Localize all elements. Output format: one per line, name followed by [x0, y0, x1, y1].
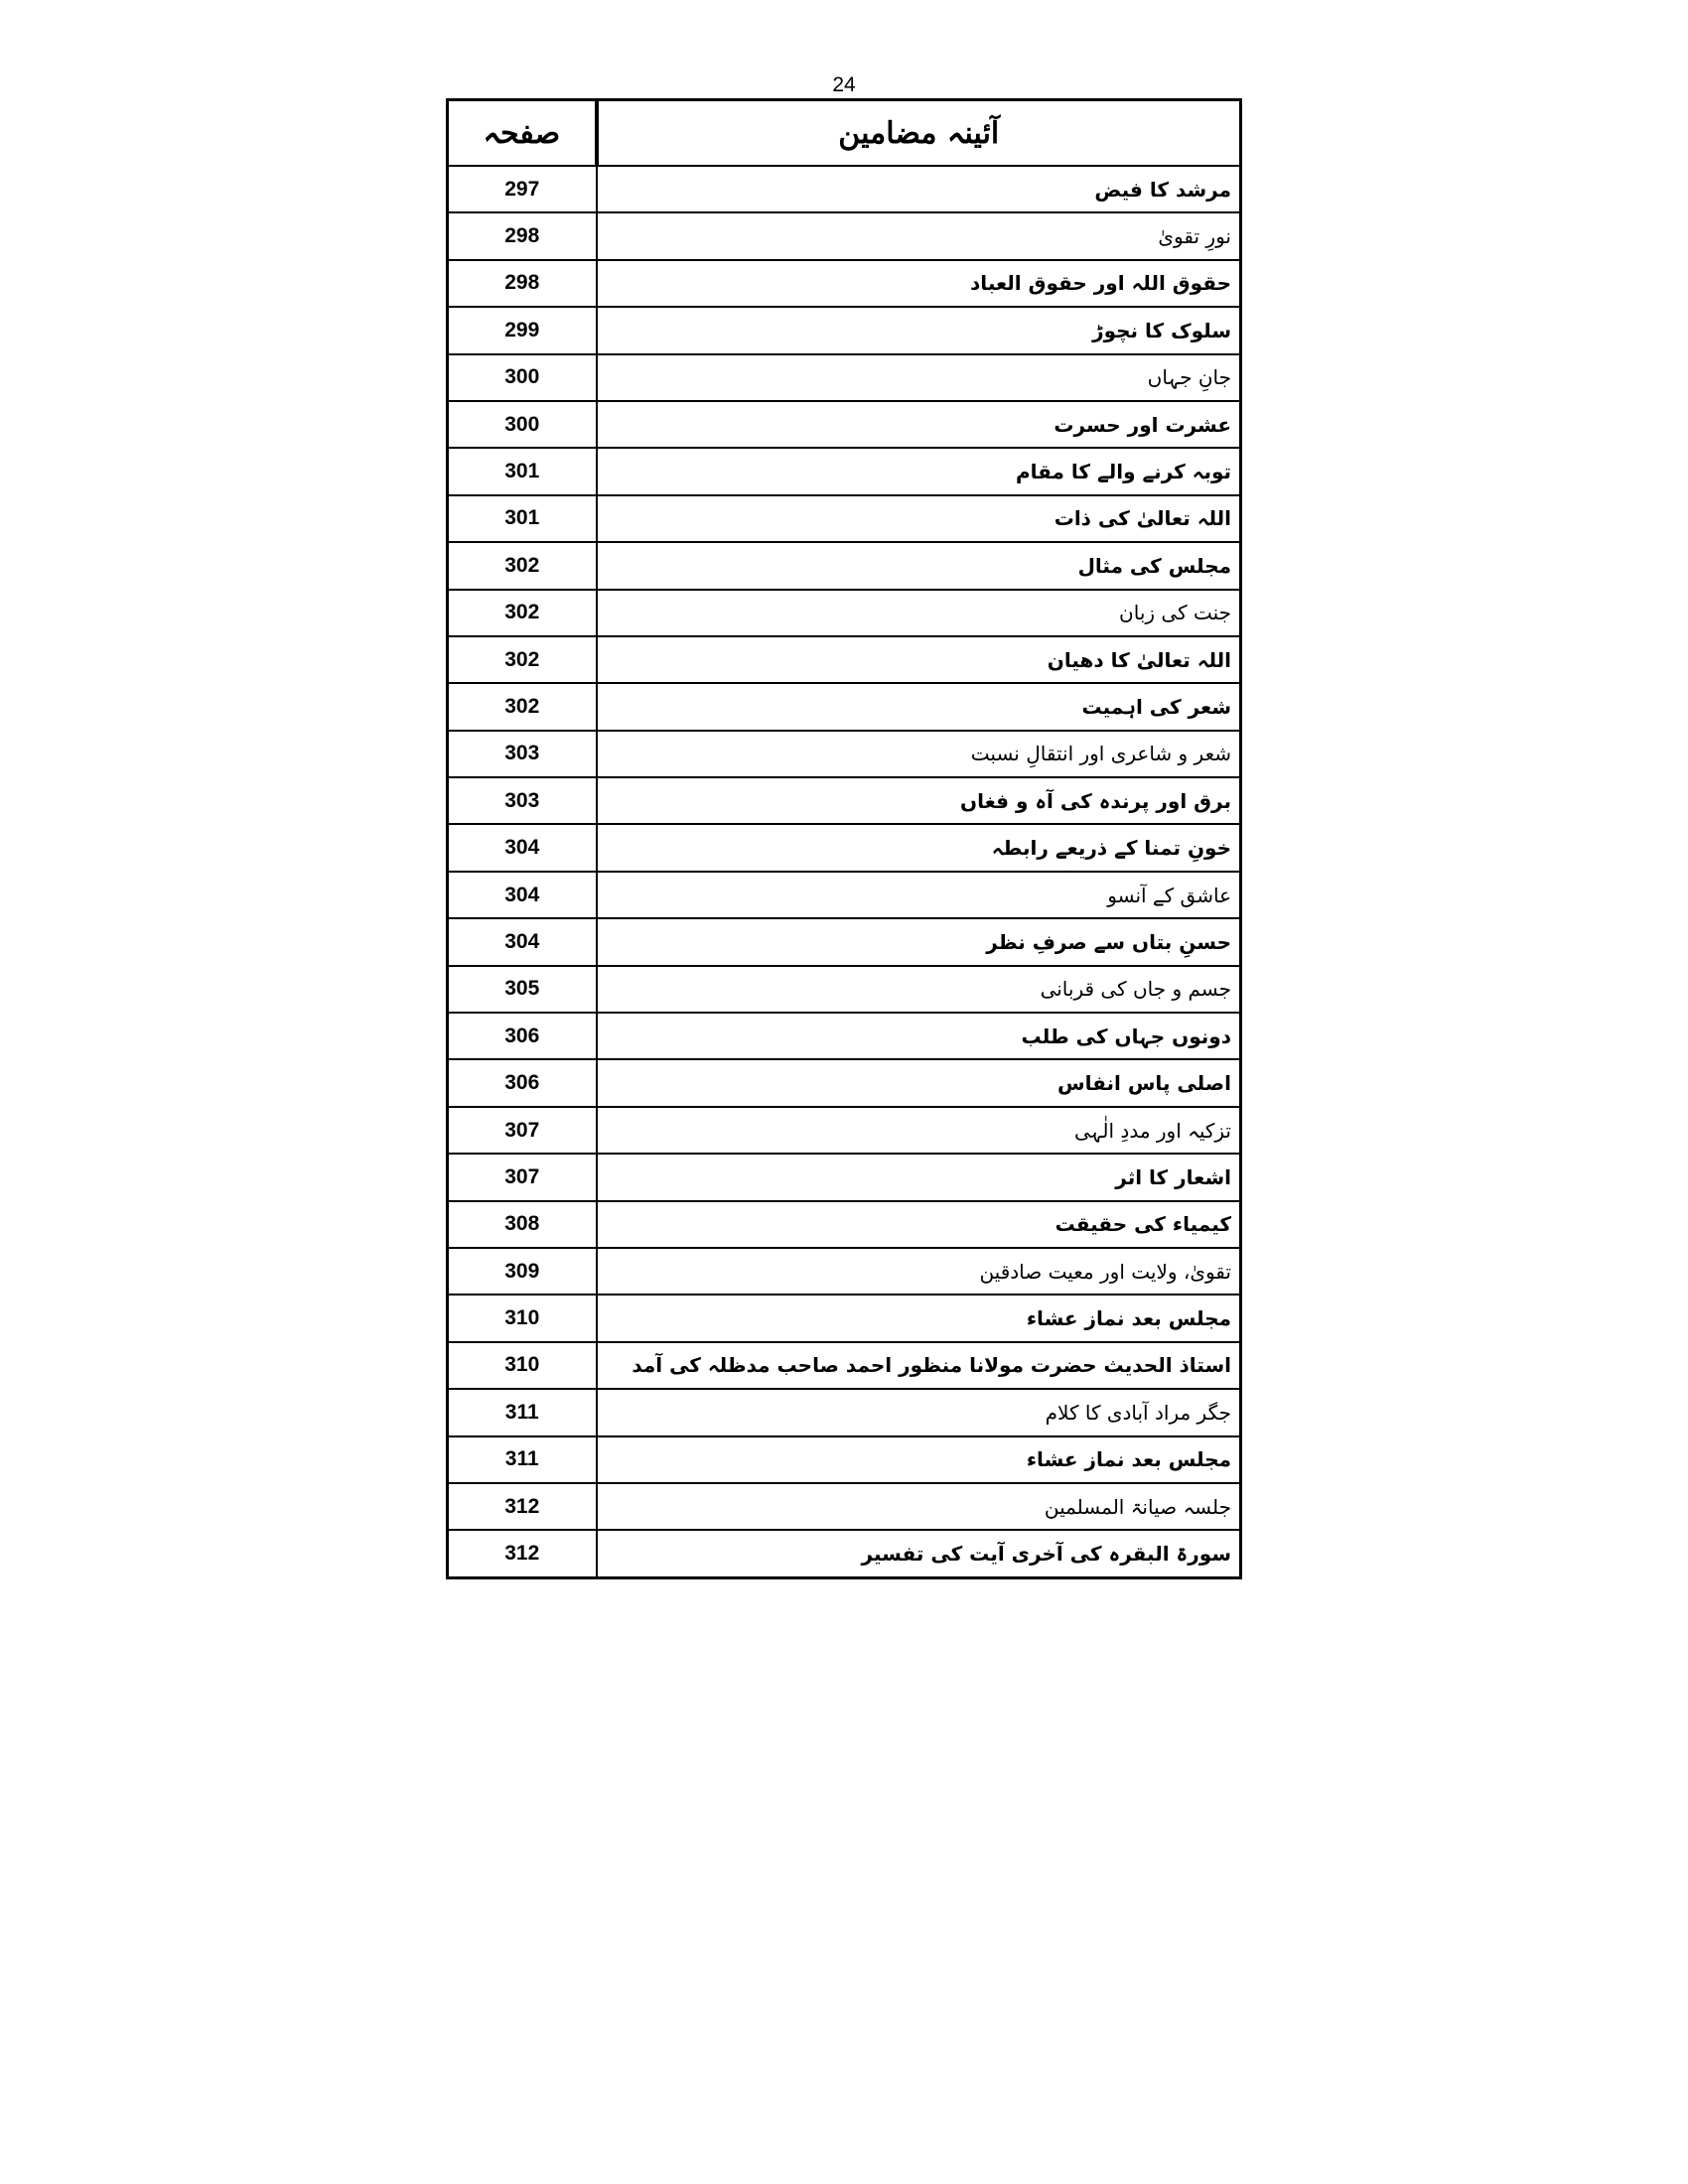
entry-title-cell: حسنِ بتاں سے صرفِ نظر: [597, 918, 1241, 965]
entry-title-cell: مرشد کا فیض: [597, 166, 1241, 212]
entry-title-cell: کیمیاء کی حقیقت: [597, 1201, 1241, 1248]
table-row: [448, 307, 1241, 353]
table-row: [448, 1201, 1241, 1248]
entry-title-cell: حقوق اللہ اور حقوق العباد: [597, 260, 1241, 307]
entry-title-cell: عاشق کے آنسو: [597, 872, 1241, 918]
entry-title-cell: اصلی پاس انفاس: [597, 1059, 1241, 1106]
table-row: [448, 1013, 1241, 1059]
entry-title-cell: عشرت اور حسرت: [597, 401, 1241, 448]
table-row: [448, 1530, 1241, 1577]
table-row: [448, 1059, 1241, 1106]
entry-title-cell: اللہ تعالیٰ کا دھیان: [597, 636, 1241, 683]
page-number-cell: 308: [448, 1201, 597, 1248]
entry-title-cell: جلسہ صیانۃ المسلمین: [597, 1483, 1241, 1530]
entry-title-cell: جانِ جہاں: [597, 354, 1241, 401]
page-number-cell: 301: [448, 495, 597, 542]
table-row: [448, 212, 1241, 259]
table-row: [448, 918, 1241, 965]
table-row: [448, 448, 1241, 494]
entry-title-cell: سورۃ البقرہ کی آخری آیت کی تفسیر: [861, 1542, 1231, 1567]
page-number-cell: 310: [448, 1342, 597, 1389]
table-row: [448, 260, 1241, 307]
table-row: [448, 354, 1241, 401]
page-number-cell: 298: [448, 212, 597, 259]
table-row: [448, 731, 1241, 777]
page-number-cell: 311: [448, 1436, 597, 1483]
page-number-cell: 302: [448, 590, 597, 636]
page-number-cell: 306: [448, 1059, 597, 1106]
contents-title-header: آئینہ مضامین: [597, 100, 1241, 167]
table-row: [448, 1154, 1241, 1200]
entry-title-cell: اشعار کا اثر: [597, 1154, 1241, 1200]
table-row: [448, 1483, 1241, 1530]
entry-title-cell: تزکیہ اور مددِ الٰہی: [597, 1107, 1241, 1154]
table-row: [448, 590, 1241, 636]
page-number-cell: 305: [448, 966, 597, 1013]
page-number-cell: 311: [448, 1389, 597, 1435]
entry-title-cell: جسم و جاں کی قربانی: [597, 966, 1241, 1013]
page-number-cell: 304: [448, 824, 597, 871]
table-row: [448, 777, 1241, 824]
table-of-contents: [446, 98, 1242, 1579]
entry-title-cell: توبہ کرنے والے کا مقام: [597, 448, 1241, 494]
page-number-cell: 312: [448, 1530, 597, 1577]
table-row: [448, 966, 1241, 1013]
table-body: [448, 166, 1241, 1577]
entry-title-cell: استاذ الحدیث حضرت مولانا منظور احمد صاحب مدظلہ کی آمد: [597, 1342, 1241, 1389]
page-number-cell: 302: [448, 542, 597, 589]
entry-title-cell: مجلس بعد نماز عشاء: [597, 1295, 1241, 1341]
table-row: [448, 401, 1241, 448]
table-row: [448, 1248, 1241, 1295]
table-row: [448, 1107, 1241, 1154]
page-number-cell: 307: [448, 1154, 597, 1200]
entry-title-cell: دونوں جہاں کی طلب: [597, 1013, 1241, 1059]
page-number-cell: 304: [448, 872, 597, 918]
entry-title-cell: مجلس بعد نماز عشاء: [597, 1436, 1241, 1483]
page-number-cell: 303: [448, 731, 597, 777]
entry-title-cell: جنت کی زبان: [597, 590, 1241, 636]
table-row: [448, 824, 1241, 871]
page-number-cell: 300: [448, 354, 597, 401]
table-row: [448, 166, 1241, 212]
page-number-cell: 300: [448, 401, 597, 448]
table-row: [448, 872, 1241, 918]
table-header-row: [448, 100, 1241, 167]
table-row: [448, 1389, 1241, 1435]
page-number-cell: 298: [448, 260, 597, 307]
page-number-cell: 303: [448, 777, 597, 824]
entry-title-cell: شعر کی اہمیت: [597, 683, 1241, 730]
page-number: 24: [832, 73, 856, 96]
page-number-cell: 299: [448, 307, 597, 353]
table-row: [448, 1342, 1241, 1389]
entry-title-cell: شعر و شاعری اور انتقالِ نسبت: [597, 731, 1241, 777]
entry-title-cell: اللہ تعالیٰ کی ذات: [597, 495, 1241, 542]
table-row: [448, 495, 1241, 542]
page-number-cell: 310: [448, 1295, 597, 1341]
page-number-cell: 297: [448, 166, 597, 212]
page-number-cell: 309: [448, 1248, 597, 1295]
page-number-cell: 312: [448, 1483, 597, 1530]
table-row: [448, 1295, 1241, 1341]
table-row: [448, 636, 1241, 683]
table-row: [448, 1436, 1241, 1483]
entry-title-cell: نورِ تقویٰ: [597, 212, 1241, 259]
entry-title-cell: مجلس کی مثال: [597, 542, 1241, 589]
entry-title-cell: خونِ تمنا کے ذریعے رابطہ: [597, 824, 1241, 871]
page-number-cell: 307: [448, 1107, 597, 1154]
page-number-cell: 302: [448, 636, 597, 683]
page-column-header: صفحہ: [448, 100, 597, 167]
page-number-cell: 302: [448, 683, 597, 730]
table-row: [448, 683, 1241, 730]
page-number-cell: 301: [448, 448, 597, 494]
entry-title-cell: جگر مراد آبادی کا کلام: [597, 1389, 1241, 1435]
page-number-cell: 304: [448, 918, 597, 965]
entry-title-cell: تقویٰ، ولایت اور معیت صادقین: [597, 1248, 1241, 1295]
entry-title-cell: سلوک کا نچوڑ: [597, 307, 1241, 353]
table-row: [448, 542, 1241, 589]
page-number-cell: 306: [448, 1013, 597, 1059]
entry-title-cell: برق اور پرندہ کی آہ و فغاں: [597, 777, 1241, 824]
